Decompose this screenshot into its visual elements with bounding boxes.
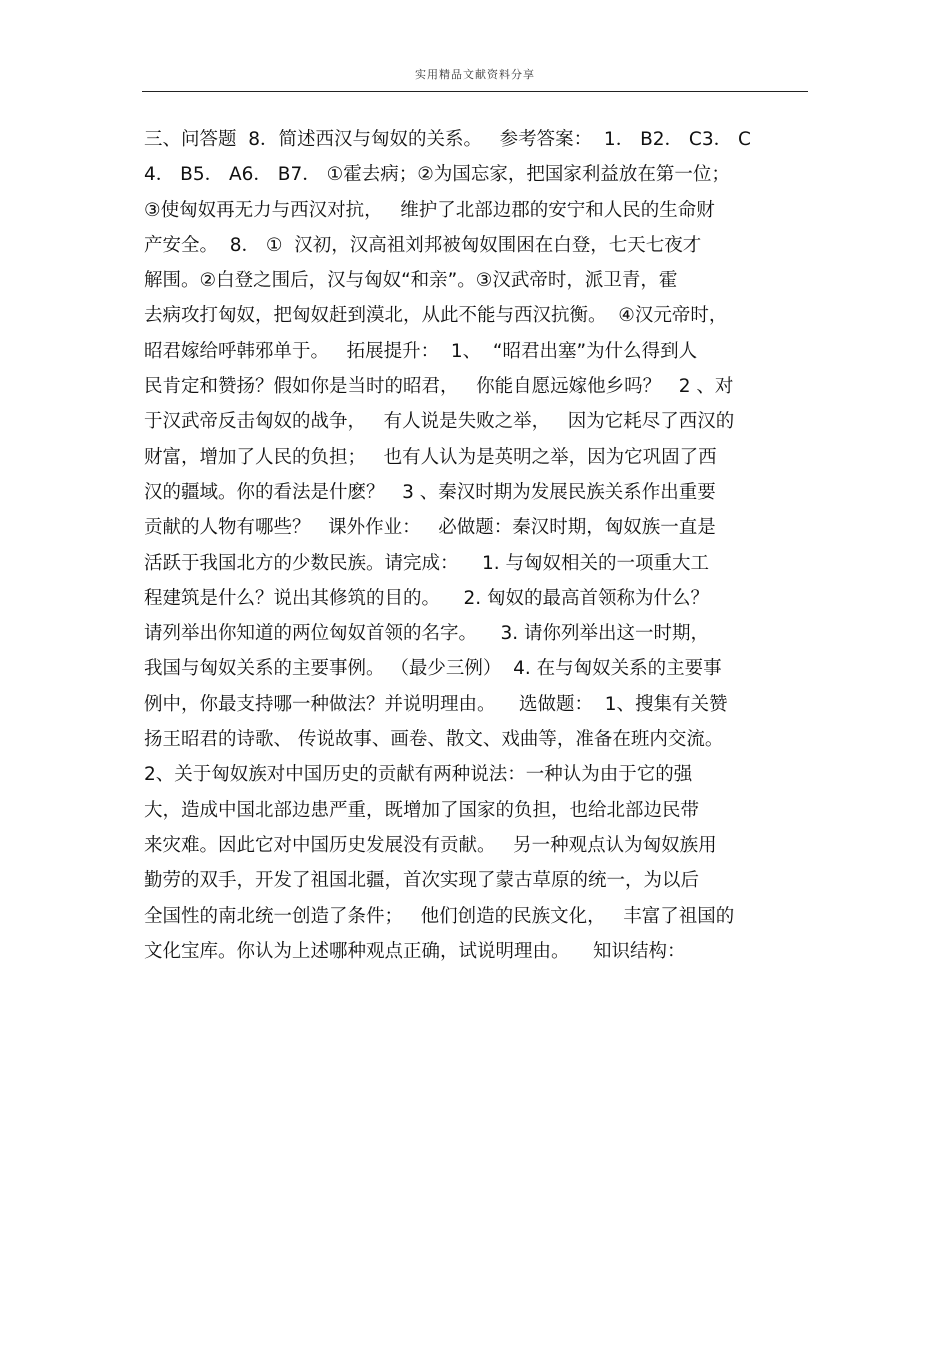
text-line: 程建筑是什么？说出其修筑的目的。 2. 匈奴的最高首领称为什么？: [144, 587, 710, 609]
text-line: 昭君嫁给呼韩邪单于。 拓展提升： 1、 “昭君出塞”为什么得到人: [144, 340, 698, 362]
text-line: 来灾难。因此它对中国历史发展没有贡献。 另一种观点认为匈奴族用: [144, 834, 717, 856]
text-line: 贡献的人物有哪些？ 课外作业： 必做题：秦汉时期，匈奴族一直是: [144, 517, 716, 539]
text-line: 产安全。 8． ① 汉初，汉高祖刘邦被匈奴围困在白登，七天七夜才: [144, 234, 702, 256]
text-line: 文化宝库。你认为上述哪种观点正确，试说明理由。 知识结构：: [144, 940, 686, 962]
header-title: 实用精品文献资料分享: [415, 68, 535, 81]
text-line: 扬王昭君的诗歌、 传说故事、画卷、散文、戏曲等，准备在班内交流。: [144, 729, 724, 751]
text-line: 例中，你最支持哪一种做法？并说明理由。 选做题： 1、搜集有关赞: [144, 693, 728, 715]
text-line: 2、关于匈奴族对中国历史的贡献有两种说法：一种认为由于它的强: [144, 764, 693, 786]
header-divider: [142, 91, 808, 92]
text-line: ③使匈奴再无力与西汉对抗， 维护了北部边郡的安宁和人民的生命财: [144, 199, 715, 221]
text-line: 汉的疆域。你的看法是什麽？ 3 、秦汉时期为发展民族关系作出重要: [144, 481, 716, 503]
page-header: [142, 62, 808, 92]
text-line: 财富，增加了人民的负担； 也有人认为是英明之举，因为它巩固了西: [144, 446, 717, 468]
text-line: 去病攻打匈奴，把匈奴赶到漠北，从此不能与西汉抗衡。 ④汉元帝时，: [144, 305, 728, 327]
text-line: 我国与匈奴关系的主要事例。 （最少三例） 4. 在与匈奴关系的主要事: [144, 658, 722, 680]
text-line: 于汉武帝反击匈奴的战争， 有人说是失败之举， 因为它耗尽了西汉的: [144, 411, 735, 433]
document-body: [144, 122, 824, 969]
text-line: 勤劳的双手，开发了祖国北疆，首次实现了蒙古草原的统一，为以后: [144, 870, 700, 892]
text-line: 活跃于我国北方的少数民族。请完成： 1. 与匈奴相关的一项重大工: [144, 552, 710, 574]
text-line: 三、问答题 8．简述西汉与匈奴的关系。 参考答案： 1． B2． C3． C: [144, 129, 751, 150]
text-line: 解围。②白登之围后，汉与匈奴“和亲”。③汉武帝时，派卫青，霍: [144, 270, 678, 292]
text-line: 4． B5． A6． B7． ①霍去病；②为国忘家，把国家利益放在第一位；: [144, 164, 730, 186]
text-line: 民肯定和赞扬？假如你是当时的昭君， 你能自愿远嫁他乡吗？ 2 、对: [144, 376, 734, 398]
text-line: 大，造成中国北部边患严重，既增加了国家的负担，也给北部边民带: [144, 799, 700, 821]
text-line: 请列举出你知道的两位匈奴首领的名字。 3. 请你列举出这一时期，: [144, 623, 710, 645]
text-line: 全国性的南北统一创造了条件； 他们创造的民族文化， 丰富了祖国的: [144, 905, 735, 927]
